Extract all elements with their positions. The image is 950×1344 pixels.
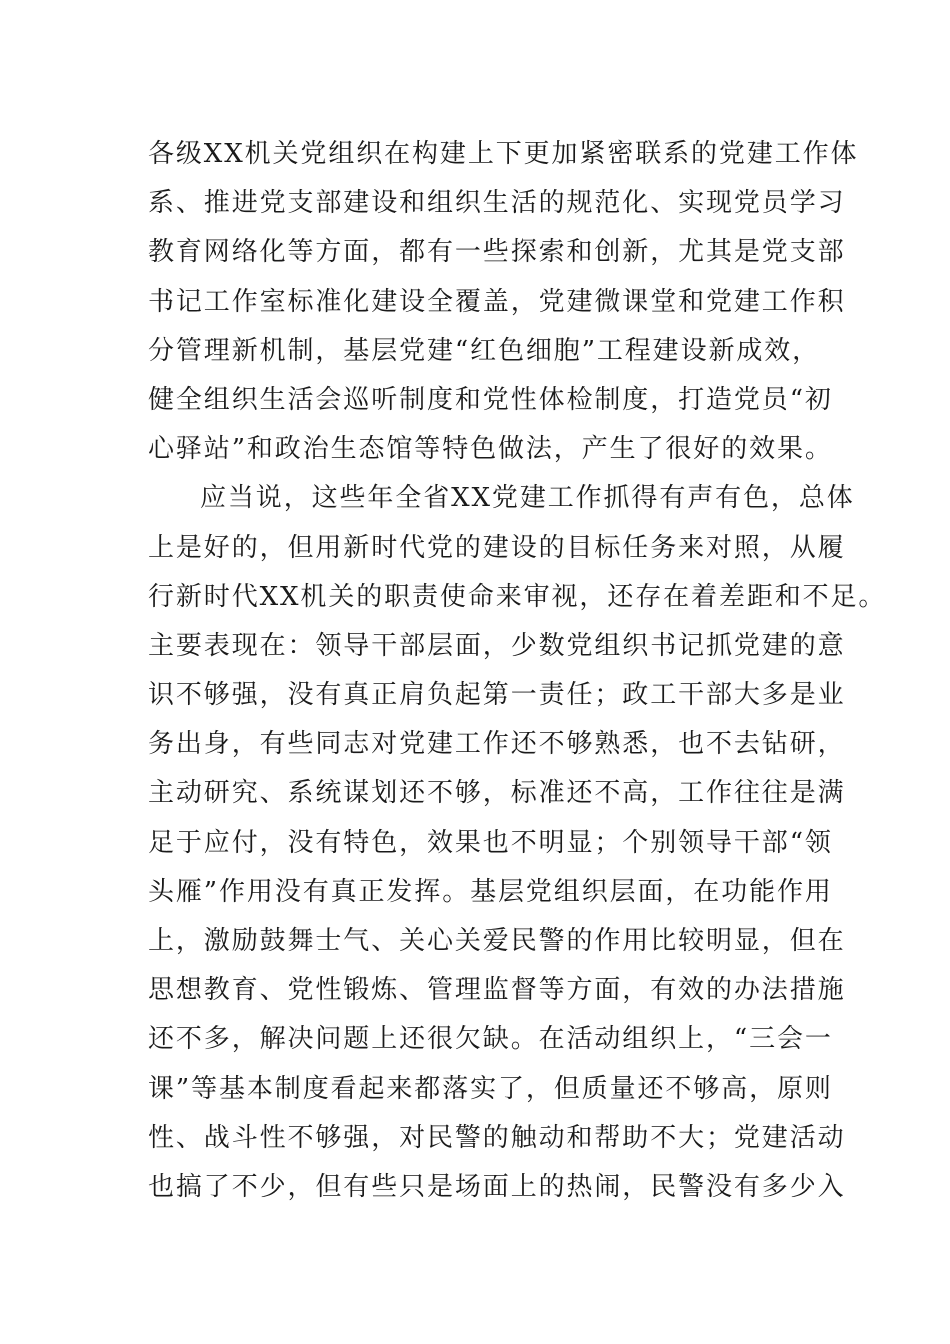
text-line: 务出身，有些同志对党建工作还不够熟悉，也不去钻研， <box>148 729 846 760</box>
text-line: 主动研究、系统谋划还不够，标准还不高，工作往往是满 <box>148 778 846 809</box>
text-line: 识不够强，没有真正肩负起第一责任；政工干部大多是业 <box>148 680 846 711</box>
text-line: 健全组织生活会巡听制度和党性体检制度，打造党员“初 <box>148 384 833 415</box>
text-line: 心驿站”和政治生态馆等特色做法，产生了很好的效果。 <box>148 434 833 465</box>
text-line: 书记工作室标准化建设全覆盖，党建微课堂和党建工作积 <box>148 286 846 317</box>
text-line: 教育网络化等方面，都有一些探索和创新，尤其是党支部 <box>148 237 846 268</box>
body-text <box>148 130 887 1212</box>
text-line: 头雁”作用没有真正发挥。基层党组织层面，在功能作用 <box>148 876 833 907</box>
text-line: 分管理新机制，基层党建“红色细胞”工程建设新成效， <box>148 335 821 366</box>
text-line: 主要表现在：领导干部层面，少数党组织书记抓党建的意 <box>148 630 846 661</box>
text-line: 也搞了不少，但有些只是场面上的热闹，民警没有多少入 <box>148 1171 846 1202</box>
text-line: 行新时代XX机关的职责使命来审视，还存在着差距和不足。 <box>148 581 887 612</box>
text-line: 上，激励鼓舞士气、关心关爱民警的作用比较明显，但在 <box>148 926 846 956</box>
text-line: 性、战斗性不够强，对民警的触动和帮助不大；党建活动 <box>148 1122 846 1153</box>
text-line: 思想教育、党性锻炼、管理监督等方面，有效的办法措施 <box>148 975 846 1006</box>
text-line: 足于应付，没有特色，效果也不明显；个别领导干部“领 <box>148 827 833 858</box>
text-line: 各级XX机关党组织在构建上下更加紧密联系的党建工作体 <box>148 139 859 169</box>
text-line: 系、推进党支部建设和组织生活的规范化、实现党员学习 <box>148 188 846 219</box>
paragraph-first-line: 应当说，这些年全省XX党建工作抓得有声有色，总体 <box>200 483 855 514</box>
text-line: 上是好的，但用新时代党的建设的目标任务来对照，从履 <box>148 532 846 563</box>
text-line: 还不多，解决问题上还很欠缺。在活动组织上，“三会一 <box>148 1024 833 1055</box>
text-line: 课”等基本制度看起来都落实了，但质量还不够高，原则 <box>148 1073 833 1104</box>
